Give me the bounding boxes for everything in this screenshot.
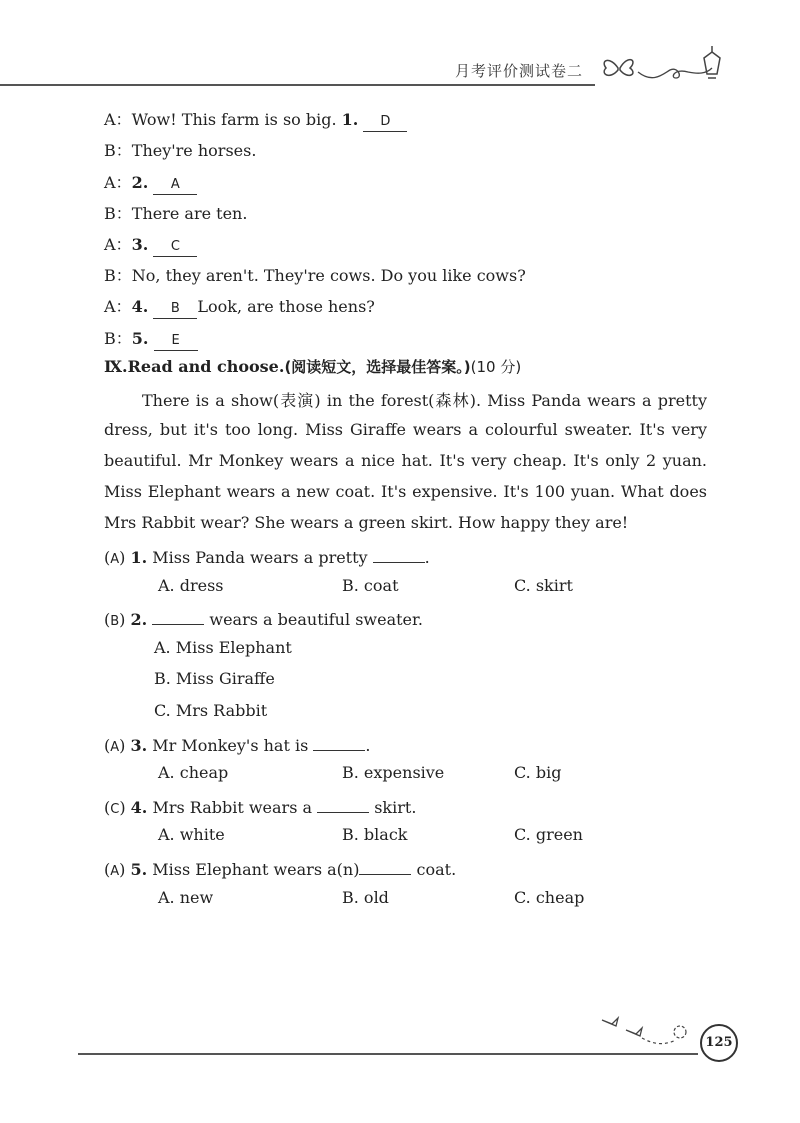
dialogue-line <box>104 138 256 161</box>
speaker-label: B： <box>104 266 132 285</box>
header-rule <box>0 84 595 86</box>
question-stem: (B) 2. wears a beautiful sweater. <box>104 606 423 629</box>
answer-blank: B <box>153 300 197 319</box>
dialogue-line <box>104 232 197 257</box>
answer-option: C. green <box>514 825 583 844</box>
question-stem: (C) 4. Mrs Rabbit wears a skirt. <box>104 794 416 817</box>
dialogue-line <box>104 201 247 224</box>
dialogue-line <box>104 263 526 286</box>
answer-option: C. Mrs Rabbit <box>154 701 268 720</box>
dialogue-text: No, they aren't. They're cows. Do you like cows? <box>131 266 526 285</box>
question-stem: (A) 1. Miss Panda wears a pretty . <box>104 544 430 567</box>
birds-decoration-icon <box>598 1010 698 1050</box>
dialogue-line <box>104 107 407 132</box>
fill-blank <box>317 794 369 813</box>
speaker-label: A： <box>104 297 132 316</box>
answer-blank: E <box>154 332 198 351</box>
dialogue-text: There are ten. <box>131 204 248 223</box>
fill-blank <box>359 856 411 875</box>
answer-mark: B <box>110 614 120 629</box>
answer-option: B. coat <box>342 576 399 595</box>
answer-option: C. big <box>514 763 562 782</box>
question-text: . <box>424 548 430 567</box>
answer-option: B. old <box>342 888 389 907</box>
butterfly-lantern-decoration-icon <box>598 44 728 90</box>
fill-blank <box>313 732 365 751</box>
speaker-label: A： <box>104 110 132 129</box>
fill-blank <box>152 606 204 625</box>
answer-option: B. black <box>342 825 408 844</box>
answer-option: A. Miss Elephant <box>154 638 292 657</box>
speaker-label: B： <box>104 204 132 223</box>
speaker-label: B： <box>104 141 132 160</box>
question-stem: (A) 5. Miss Elephant wears a(n) coat. <box>104 856 456 879</box>
passage-line: dress, but it's too long. Miss Giraffe wears a colourful sweater. It's very <box>104 420 707 439</box>
dialogue-line <box>104 170 197 195</box>
question-number: 1. <box>130 548 148 567</box>
answer-mark: C <box>110 802 120 817</box>
dialogue-text: They're horses. <box>131 141 257 160</box>
question-text: wears a beautiful sweater. <box>204 610 423 629</box>
answer-blank: C <box>153 238 197 257</box>
footer-rule <box>78 1053 698 1055</box>
dialogue-line <box>104 294 375 319</box>
answer-option: A. cheap <box>158 763 229 782</box>
passage-line: Mrs Rabbit wear? She wears a green skirt. How happy they are! <box>104 513 629 532</box>
question-number: 5. <box>130 860 148 879</box>
question-number: 2. <box>130 610 148 629</box>
question-stem: (A) 3. Mr Monkey's hat is . <box>104 732 370 755</box>
answer-option: C. cheap <box>514 888 585 907</box>
question-text: . <box>365 736 371 755</box>
question-number: 3. <box>130 736 148 755</box>
question-text: skirt. <box>369 798 417 817</box>
passage-line: beautiful. Mr Monkey wears a nice hat. It's very cheap. It's only 2 yuan. <box>104 451 707 470</box>
answer-option: C. skirt <box>514 576 573 595</box>
question-number: 4. <box>130 798 148 817</box>
answer-option: A. white <box>158 825 225 844</box>
section-score: (10 分) <box>470 358 522 376</box>
section-instruction: (阅读短文，选择最佳答案。) <box>284 358 471 376</box>
dialogue-text: Look, are those hens? <box>197 297 375 316</box>
dialogue-line <box>104 326 198 351</box>
question-text: Miss Panda wears a pretty <box>152 548 373 567</box>
question-text: Miss Elephant wears a(n) <box>152 860 360 879</box>
answer-blank: A <box>153 176 197 195</box>
passage-line: There is a show(表演) in the forest(森林). Miss Panda wears a pretty <box>142 391 707 410</box>
speaker-label: A： <box>104 173 132 192</box>
answer-option: A. dress <box>158 576 224 595</box>
item-number: 4. <box>131 297 149 316</box>
dialogue-text: Wow! This farm is so big. <box>131 110 342 129</box>
item-number: 5. <box>131 329 149 348</box>
question-text: coat. <box>411 860 457 879</box>
answer-blank: D <box>363 113 407 132</box>
section-heading <box>104 356 521 377</box>
section-numeral: Ⅸ. <box>104 357 128 376</box>
speaker-label: A： <box>104 235 132 254</box>
answer-option: A. new <box>158 888 214 907</box>
item-number: 3. <box>131 235 149 254</box>
answer-option: B. Miss Giraffe <box>154 669 275 688</box>
answer-mark: A <box>110 864 120 879</box>
answer-mark: A <box>110 552 120 567</box>
answer-option: B. expensive <box>342 763 445 782</box>
header-title: 月考评价测试卷二 <box>455 62 584 80</box>
section-title: Read and choose. <box>127 357 285 376</box>
question-text: Mrs Rabbit wears a <box>152 798 318 817</box>
page-number: 125 <box>700 1024 738 1062</box>
speaker-label: B： <box>104 329 132 348</box>
question-text: Mr Monkey's hat is <box>152 736 314 755</box>
fill-blank <box>373 544 425 563</box>
passage-line: Miss Elephant wears a new coat. It's expensive. It's 100 yuan. What does <box>104 482 707 501</box>
item-number: 2. <box>131 173 149 192</box>
item-number: 1. <box>341 110 359 129</box>
answer-mark: A <box>110 740 120 755</box>
